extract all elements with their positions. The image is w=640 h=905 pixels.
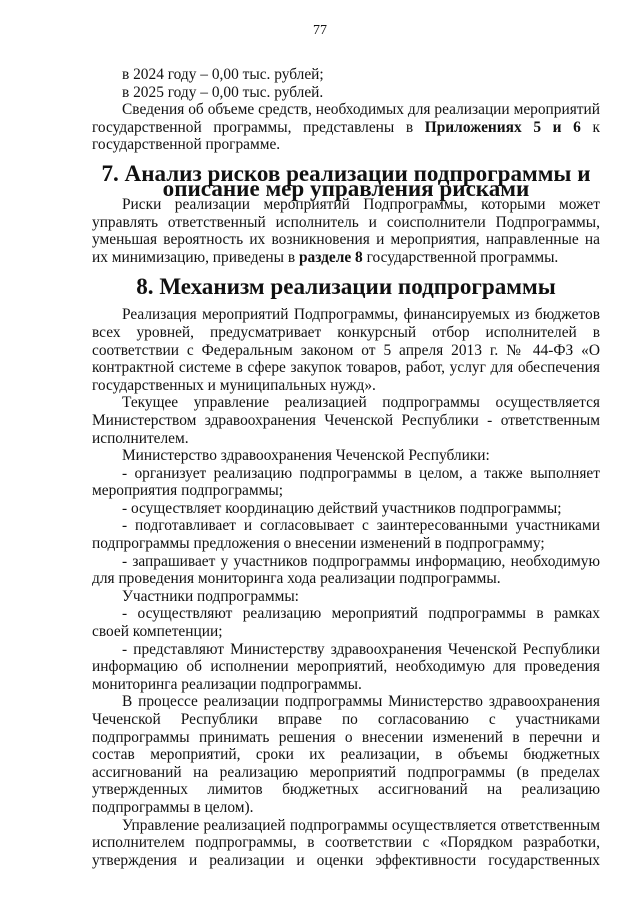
paragraph: Участники подпрограммы: (122, 587, 299, 605)
page-body (92, 66, 600, 869)
section-heading: 8. Механизм реализации подпрограммы (136, 273, 556, 300)
bold-reference: Приложениях 5 и 6 (424, 118, 581, 136)
paragraph (92, 196, 600, 266)
paragraph-text: Риски реализации мероприятий Подпрограммы, которыми может управлять ответственный исполнитель и соисполнители Подпрограммы, уменьшая вероятность их возникновения и мероприятия, направленные на их минимизацию, приведены в (92, 195, 600, 266)
paragraph: - запрашивает у участников подпрограммы информацию, необходимую для проведения мониторинга хода реализации подпрограммы. (92, 552, 600, 588)
paragraph-text: к государственной программе. (92, 118, 600, 154)
paragraph-text: Сведения об объеме средств, необходимых для реализации мероприятий государственной программы, представлены в (92, 101, 600, 136)
paragraph (92, 101, 600, 154)
paragraph-text: государственной программы. (362, 248, 559, 266)
paragraph: - представляют Министерству здравоохранения Чеченской Республики информацию об исполнении мероприятий, необходимую для проведения мониторинга реализации подпрограммы. (92, 640, 600, 693)
paragraph: в 2025 году – 0,00 тыс. рублей. (122, 83, 324, 101)
bold-reference: разделе 8 (298, 248, 363, 266)
paragraph: Управление реализацией подпрограммы осуществляется ответственным исполнителем подпрограммы, в соответствии с «Порядком разработки, утверждения и реализации и оценки эффективности государственных (92, 816, 600, 869)
paragraph: - осуществляет координацию действий участников подпрограммы; (122, 499, 562, 517)
paragraph: Текущее управление реализацией подпрограммы осуществляется Министерством здравоохранения Чеченской Республики - ответственным исполнителем. (92, 394, 600, 447)
page-number: 77 (313, 23, 327, 38)
section-heading: 7. Анализ рисков реализации подпрограммы и описание мер управления рисками (101, 159, 591, 201)
paragraph: В процессе реализации подпрограммы Министерство здравоохранения Чеченской Республики вправе по согласованию с участниками подпрограммы принимать решения о внесении изменений в перечни и состав мероприятий, сроки их реализации, в объемы бюджетных ассигнований на реализацию мероприятий подпрограммы (в пределах утвержденных лимитов бюджетных ассигнований на реализацию подпрограммы в целом). (92, 693, 600, 816)
paragraph: - подготавливает и согласовывает с заинтересованными участниками подпрограммы предложения о внесении изменений в подпрограмму; (92, 517, 600, 553)
paragraph: в 2024 году – 0,00 тыс. рублей; (122, 66, 324, 83)
paragraph: - организует реализацию подпрограммы в целом, а также выполняет мероприятия подпрограммы; (92, 464, 600, 500)
paragraph: Реализация мероприятий Подпрограммы, финансируемых из бюджетов всех уровней, предусматривает конкурсный отбор исполнителей в соответствии с Федеральным законом от 5 апреля 2013 г. № 44-ФЗ «О контрактной системе в сфере закупок товаров, работ, услуг для обеспечения государственных и муниципальных нужд». (92, 306, 600, 394)
paragraph: - осуществляют реализацию мероприятий подпрограммы в рамках своей компетенции; (92, 605, 600, 641)
paragraph: Министерство здравоохранения Чеченской Республики: (122, 447, 490, 465)
